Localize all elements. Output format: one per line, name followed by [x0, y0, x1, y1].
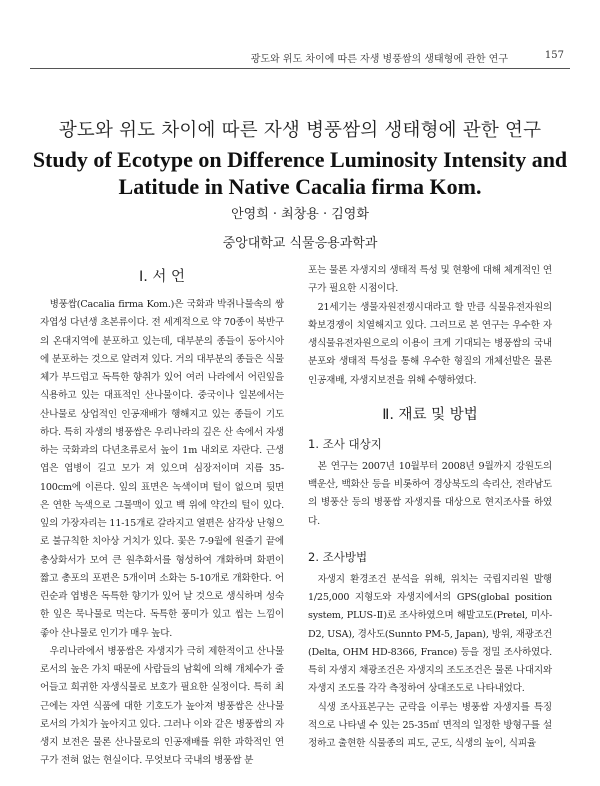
methods-paragraph-1: 자생지 환경조건 분석을 위해, 위치는 국립지리원 발행 1/25,000 지형도와 자생지에서의 GPS(global position system, PLUS-Ⅱ)로 조사하였으며 해발고도(Pretel, 미사-D2, USA), 경사도(Sunnto PM-5, Japan), 방위, 재광조건(Delta, OHM HD-8366, France) 등을 정밀 조사하였다. 특히 자생지 채광조건은 자생지의 조도조건은 물론 나대지와 자생지 조도를 각각 측정하여 상대조도로 나타내었다.	[308, 573, 552, 695]
section-heading-introduction: Ⅰ. 서 언	[138, 269, 186, 285]
running-header	[30, 50, 570, 69]
authors: 안영희 · 최창용 · 김영화	[231, 207, 369, 222]
intro-paragraph-1: 병풍쌈(Cacalia firma Kom.)은 국화과 박쥐나물속의 쌍자엽성 다년생 초본류이다. 전 세계적으로 약 70종이 북반구의 온대지역에 분포하고 있는데, 대부분의 종들이 동아시아에 분포하는 것으로 알려져 있다. 거의 대부분의 종들은 식물체가 부드럽고 독특한 향취가 있어 여러 나라에서 어린잎을 식용하고 있는 대표적인 산나물이다. 중국이나 일본에서는 산나물로 상업적인 인공재배가 행해지고 있는 종들이 기도 하다. 특히 자생의 병풍쌈은 우리나라의 깊은 산 속에서 자생하는 국화과의 다년초류로서 높이 1m 내외로 자란다. 근생엽은 엽병이 길고 모가 져 있으며 심장저이며 지름 35-100cm에 이른다. 잎의 표면은 녹색이며 털이 없으며 뒷면은 연한 녹색으로 그물맥이 있고 백 위에 약간의 털이 있다. 잎의 가장자리는 11-15개로 갈라지고 열편은 삼각상 난형으로 불규칙한 치아상 거치가 있다. 꽃은 7-9월에 원줄기 끝에 총상화서가 모여 큰 원추화서를 형성하여 개화하며 화편이 짧고 총포의 포편은 5개이며 소화는 5-10개로 개화한다. 어린순과 엽병은 독특한 향기가 있어 날 것으로 생식하며 성숙한 잎은 묵나물로 먹는다. 독특한 풍미가 있고 씹는 느낌이 좋아 산나물로 인기가 매우 높다.	[40, 299, 284, 639]
affiliation: 중앙대학교 식물응용과학과	[222, 236, 378, 251]
title-english-line1: Study of Ecotype on Difference Luminosity Intensity and	[32, 147, 568, 172]
section-heading-methods: Ⅱ. 재료 및 방법	[382, 406, 478, 423]
intro-paragraph-continued: 포는 물론 자생지의 생태적 특성 및 현황에 대해 체계적인 연구가 필요한 시점이다.	[308, 265, 552, 295]
title-english-line2: Latitude in Native Cacalia firma Kom.	[118, 174, 482, 199]
right-column	[308, 262, 552, 753]
methods-paragraph-2: 식생 조사표본구는 군락을 이루는 병풍쌈 자생지를 특징적으로 나타낼 수 있는 25-35㎡ 면적의 일정한 방형구를 설정하고 출현한 식물종의 피도, 군도, 식생의 높이, 식피율	[308, 701, 552, 749]
title-english	[0, 146, 600, 200]
study-site-paragraph: 본 연구는 2007년 10월부터 2008년 9월까지 강원도의 백운산, 백화산 등을 비롯하여 경상북도의 속리산, 전라남도의 병풍산 등의 병풍쌈 자생지를 대상으로 현지조사를 하였다.	[308, 460, 552, 527]
title-korean: 광도와 위도 차이에 따른 자생 병풍쌈의 생태형에 관한 연구	[58, 120, 542, 141]
intro-paragraph-3: 21세기는 생물자원전쟁시대라고 할 만큼 식물유전자원의 확보경쟁이 치열해지고 있다. 그러므로 본 연구는 우수한 자생식물유전자원으로의 이용이 크게 기대되는 병풍쌈의 국내 분포와 생태적 특성을 통해 우수한 형질의 개체선발은 물론 인공재배, 자생지보전을 위해 수행하였다.	[308, 301, 552, 386]
subsection-heading-study-site: 1. 조사 대상지	[308, 436, 382, 451]
intro-paragraph-2: 우리나라에서 병풍쌈은 자생지가 극히 제한적이고 산나물로서의 높은 가치 때문에 사람들의 남획에 의해 개체수가 줄어들고 희귀한 자생식물로 보호가 필요한 실정이다. 특히 최근에는 자연 식품에 대한 기호도가 높아져 병풍쌈은 산나물로서의 가치가 높아지고 있다. 그러나 이와 같은 병풍쌈의 자생지 보전은 물론 산나물로의 인공재배를 위한 과학적인 연구가 전혀 없는 현실이다. 무엇보다 국내의 병풍쌈 분	[40, 645, 284, 767]
running-title: 광도와 위도 차이에 따른 자생 병풍쌈의 생태형에 관한 연구	[250, 54, 508, 65]
subsection-heading-methods: 2. 조사방법	[308, 549, 368, 564]
page-number: 157	[544, 50, 564, 61]
left-column	[40, 262, 284, 771]
